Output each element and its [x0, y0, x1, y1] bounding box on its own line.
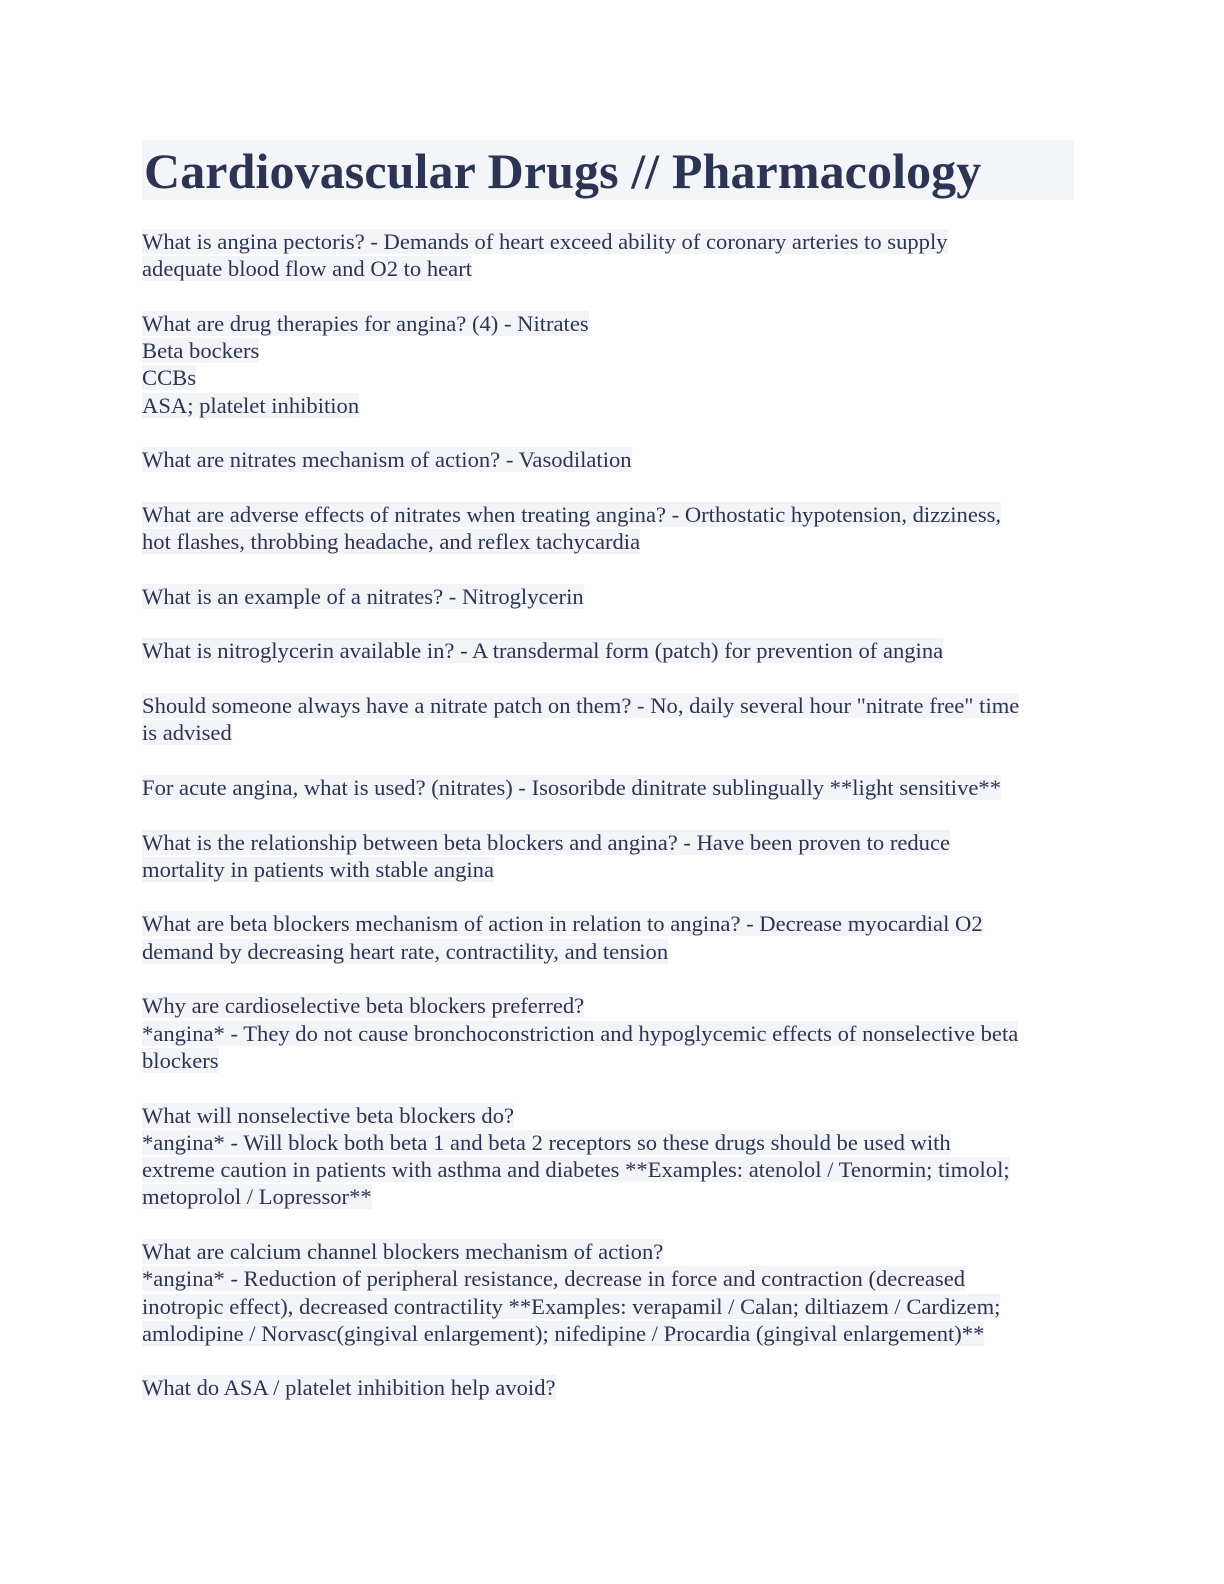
entry-line	[142, 938, 1074, 965]
entry-line	[142, 1238, 1074, 1265]
entry-line-text: metoprolol / Lopressor**	[142, 1184, 372, 1210]
entry-line-text: What are beta blockers mechanism of action in relation to angina? - Decrease myocardial O2	[142, 911, 983, 937]
entry-line	[142, 528, 1074, 555]
entry-line	[142, 583, 1074, 610]
flashcard-entry	[142, 910, 1074, 965]
entry-line-text: What is angina pectoris? - Demands of heart exceed ability of coronary arteries to supply	[142, 229, 948, 254]
flashcard-list	[142, 228, 1074, 1402]
flashcard-entry	[142, 692, 1074, 747]
entry-line	[142, 1129, 1074, 1156]
entry-line-text: Why are cardioselective beta blockers preferred?	[142, 993, 585, 1019]
flashcard-entry	[142, 310, 1074, 419]
entry-line-text: Beta bockers	[142, 338, 260, 364]
flashcard-entry	[142, 1374, 1074, 1401]
flashcard-entry	[142, 829, 1074, 884]
entry-line	[142, 310, 1074, 337]
entry-line	[142, 1374, 1074, 1401]
entry-line-text: What is an example of a nitrates? - Nitroglycerin	[142, 583, 584, 609]
entry-line	[142, 337, 1074, 364]
entry-line	[142, 1183, 1074, 1210]
entry-line	[142, 228, 1074, 255]
flashcard-entry	[142, 501, 1074, 556]
flashcard-entry	[142, 774, 1074, 801]
entry-line-text: demand by decreasing heart rate, contractility, and tension	[142, 938, 669, 964]
entry-line	[142, 1102, 1074, 1129]
flashcard-entry	[142, 583, 1074, 610]
entry-line	[142, 1047, 1074, 1074]
entry-line	[142, 1320, 1074, 1347]
entry-line-text: adequate blood flow and O2 to heart	[142, 256, 473, 282]
entry-line-text: *angina* - Will block both beta 1 and beta 2 receptors so these drugs should be used with	[142, 1129, 951, 1155]
entry-line	[142, 910, 1074, 937]
entry-line-text: What will nonselective beta blockers do?	[142, 1102, 515, 1128]
flashcard-entry	[142, 1238, 1074, 1347]
entry-line-text: hot flashes, throbbing headache, and reflex tachycardia	[142, 529, 641, 555]
entry-line-text: *angina* - They do not cause bronchoconstriction and hypoglycemic effects of nonselective beta	[142, 1020, 1019, 1046]
flashcard-entry	[142, 637, 1074, 664]
entry-line	[142, 992, 1074, 1019]
entry-line-text: inotropic effect), decreased contractility **Examples: verapamil / Calan; diltiazem / Cardizem;	[142, 1293, 1001, 1319]
entry-line	[142, 255, 1074, 282]
entry-line	[142, 774, 1074, 801]
entry-line-text: ASA; platelet inhibition	[142, 392, 360, 418]
entry-line-text: *angina* - Reduction of peripheral resistance, decrease in force and contraction (decreased	[142, 1266, 966, 1292]
entry-line-text: What do ASA / platelet inhibition help avoid?	[142, 1375, 556, 1401]
entry-line-text: What are nitrates mechanism of action? - Vasodilation	[142, 447, 632, 473]
flashcard-entry	[142, 992, 1074, 1074]
entry-line	[142, 392, 1074, 419]
entry-line-text: What are adverse effects of nitrates when treating angina? - Orthostatic hypotension, dizziness,	[142, 501, 1002, 527]
entry-line-text: mortality in patients with stable angina	[142, 856, 495, 882]
entry-line-text: For acute angina, what is used? (nitrates) - Isosoribde dinitrate sublingually **light sensitive**	[142, 774, 1002, 800]
entry-line	[142, 1156, 1074, 1183]
entry-line	[142, 1020, 1074, 1047]
entry-line-text: Should someone always have a nitrate patch on them? - No, daily several hour "nitrate free" time	[142, 693, 1020, 719]
entry-line-text: CCBs	[142, 365, 197, 391]
entry-line	[142, 364, 1074, 391]
entry-line-text: What is the relationship between beta blockers and angina? - Have been proven to reduce	[142, 829, 951, 855]
entry-line	[142, 446, 1074, 473]
entry-line	[142, 829, 1074, 856]
entry-line	[142, 719, 1074, 746]
entry-line-text: extreme caution in patients with asthma and diabetes **Examples: atenolol / Tenormin; timolol;	[142, 1157, 1010, 1183]
entry-line-text: is advised	[142, 720, 232, 746]
entry-line	[142, 856, 1074, 883]
entry-line-text: blockers	[142, 1047, 219, 1073]
entry-line-text: What is nitroglycerin available in? - A transdermal form (patch) for prevention of angina	[142, 638, 944, 664]
entry-line	[142, 1265, 1074, 1292]
flashcard-entry	[142, 446, 1074, 473]
document-page	[142, 140, 1074, 1429]
entry-line-text: amlodipine / Norvasc(gingival enlargement); nifedipine / Procardia (gingival enlargement)**	[142, 1320, 985, 1346]
flashcard-entry	[142, 228, 1074, 283]
entry-line	[142, 501, 1074, 528]
entry-line	[142, 1293, 1074, 1320]
entry-line	[142, 637, 1074, 664]
entry-line-text: What are drug therapies for angina? (4) - Nitrates	[142, 310, 589, 336]
flashcard-entry	[142, 1102, 1074, 1211]
entry-line	[142, 692, 1074, 719]
document-title: Cardiovascular Drugs // Pharmacology	[142, 140, 1074, 200]
entry-line-text: What are calcium channel blockers mechanism of action?	[142, 1238, 664, 1264]
